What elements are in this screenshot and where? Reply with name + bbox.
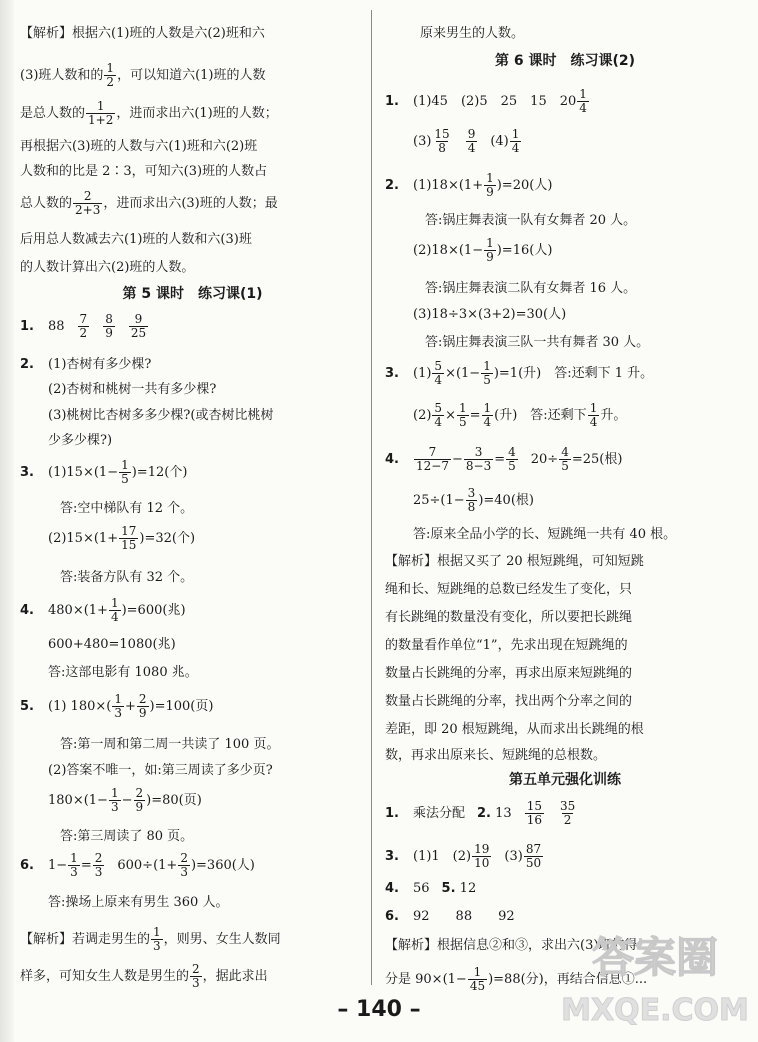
svg-text:答案圈: 答案圈 [591,933,719,982]
answer-line: 答:锅庄舞表演一队有女舞者 20 人。 [425,213,637,228]
text-line: 原来男生的人数。 [420,26,525,41]
question-2: 2. (1)杏树有多少棵? [20,357,152,372]
section-title: 第 6 课时 练习课(2) [494,53,636,69]
section-title: 第 5 课时 练习课(1) [122,286,263,302]
answer-line: (2)杏树和桃树一共有多少棵? [48,382,217,397]
question-2: 2. (1)18×(1+ $\frac{1}{9}$ )=20(人) [385,171,553,200]
analysis-line: 人数和的比是 2∶3，可知六(3)班的人数占 [20,164,268,179]
question-4: 4. $\frac{7}{12-7}$ − $\frac{3}{8-3}$ = $\frac{4}{5}$ 20÷ $\frac{4}{5}$ =25(根) [385,445,623,474]
watermark-logo [560,920,750,1030]
answer-line: 答:原来全品小学的长、短跳绳一共有 40 根。 [413,527,677,542]
column-divider [371,10,372,985]
question-1: 1. (1)45 (2)5 25 15 20 $\frac{1}{4}$ [385,87,587,116]
answer-line: 600+480=1080(兆) [48,637,176,652]
unit-question-1: 1. 乘法分配 2. 13 $\frac{15}{16}$ $\frac{35}{2}$ [385,799,576,828]
analysis-line: 的人数计算出六(2)班的人数。 [20,260,195,275]
analysis-line: 再根据六(3)班的人数与六(1)班和六(2)班 [20,139,258,154]
fraction: $\frac{1}{1+2}$ [88,99,114,128]
svg-text:MXQE.COM: MXQE.COM [561,993,749,1028]
analysis-line: 数量占长跳绳的分率，找出两个分率之间的 [385,694,633,709]
analysis-line: 【解析】根据六(1)班的人数是六(2)班和六 [20,26,265,41]
answer-line: (2)18×(1− $\frac{1}{9}$ )=16(人) [413,236,553,265]
fraction: $\frac{1}{2}$ [106,61,115,90]
question-3: 3. (1)15×(1− $\frac{1}{5}$ )=12(个) [20,458,188,487]
answer-line: (2) $\frac{5}{4}$ × $\frac{1}{5}$ = $\frac{1}{4}$ (升) 答:还剩下 $\frac{1}{4}$ 升。 [413,401,627,430]
question-6: 6. 1− $\frac{1}{3}$ = $\frac{2}{3}$ 600÷(1+ $\frac{2}{3}$ )=360(人) [20,851,255,880]
answer-line: (3) $\frac{15}{8}$ $\frac{9}{4}$ (4) $\frac{1}{4}$ [413,127,520,156]
question-3: 3. (1) $\frac{5}{4}$ ×(1− $\frac{1}{5}$ )=1(升) 答:还剩下 1 升。 [385,359,654,388]
analysis-line: 【解析】根据信息②和③，求出六(3)班的得 [385,938,638,953]
analysis-line: 数，再求出原来长、短跳绳的总根数。 [385,748,607,763]
analysis-line: 的数量看作单位“1”，先求出现在短跳绳的 [385,638,628,653]
answer-line: 答:第三周读了 80 页。 [60,829,194,844]
unit-question-4: 4. 56 5. 12 [385,881,477,896]
page-binding-edge [0,0,14,1042]
analysis-line: 后用总人数减去六(1)班的人数和六(3)班 [20,232,252,247]
question-5: 5. (1) 180×( $\frac{1}{3}$ + $\frac{2}{9}$ )=100(页) [20,692,214,721]
unit-question-6: 6. 92 88 92 [385,909,515,924]
analysis-line: 有长跳绳的数量没有变化，所以要把长跳绳 [385,610,633,625]
analysis-line: 总人数的 $\frac{2}{2+3}$ ，进而求出六(3)班的人数；最 [20,189,278,218]
answer-line: 少多少棵?) [48,433,113,448]
answer-line: 答:锅庄舞表演三队一共有舞者 30 人。 [425,335,650,350]
answer-line: 答:第一周和第二周一共读了 100 页。 [60,737,280,752]
analysis-line: 【解析】若调走男生的 $\frac{1}{3}$ ，则男、女生人数同 [20,925,281,954]
answer-line: 答:这部电影有 1080 兆。 [48,665,198,680]
analysis-line: 是总人数的 $\frac{1}{1+2}$ ，进而求出六(1)班的人数； [20,99,278,128]
unit-title: 第五单元强化训练 [509,772,621,788]
answer-line: 答:操场上原来有男生 360 人。 [48,895,229,910]
analysis-line: (3)班人数和的 $\frac{1}{2}$ ，可以知道六(1)班的人数 [20,61,266,90]
analysis-line: 样多，可知女生人数是男生的 $\frac{2}{3}$ ，据此求出 [20,962,268,991]
answer-line: 答:装备方队有 32 个。 [60,570,194,585]
answer-line: (3)桃树比杏树多多少棵?(或杏树比桃树 [48,408,274,423]
unit-question-3: 3. (1)1 (2) $\frac{19}{10}$ (3) $\frac{87}{50}$ [385,842,542,871]
question-4: 4. 480×(1+ $\frac{1}{4}$ )=600(兆) [20,596,186,625]
answer-line: 180×(1− $\frac{1}{3}$ − $\frac{2}{9}$ )=80(页) [48,786,202,815]
answer-line: (3)18÷3×(3+2)=30(人) [413,307,567,322]
analysis-line: 差距，即 20 根短跳绳，从而求出长跳绳的根 [385,722,644,737]
fraction: $\frac{2}{2+3}$ [75,189,101,218]
analysis-line: 绳和长、短跳绳的总数已经发生了变化，只 [385,582,633,597]
answer-line: (2)答案不唯一，如:第三周读了多少页? [48,763,273,778]
answer-line: 25÷(1− $\frac{3}{8}$ )=40(根) [413,486,534,515]
answer-line: 答:锅庄舞表演二队有女舞者 16 人。 [425,281,637,296]
question-1: 1. 88 $\frac{7}{2}$ $\frac{8}{9}$ $\frac{9}{25}$ [20,312,147,341]
analysis-line: 数量占长跳绳的分率，再求出原来短跳绳的 [385,666,633,681]
answer-line: 答:空中梯队有 12 个。 [60,501,194,516]
page-number: – 140 – [337,997,421,1022]
analysis-line: 【解析】根据又买了 20 根短跳绳，可知短跳 [385,554,644,569]
answer-line: (2)15×(1+ $\frac{17}{15}$ )=32(个) [48,524,196,553]
analysis-line: 分是 90×(1− $\frac{1}{45}$ )=88(分)，再结合信息①... [385,965,648,994]
